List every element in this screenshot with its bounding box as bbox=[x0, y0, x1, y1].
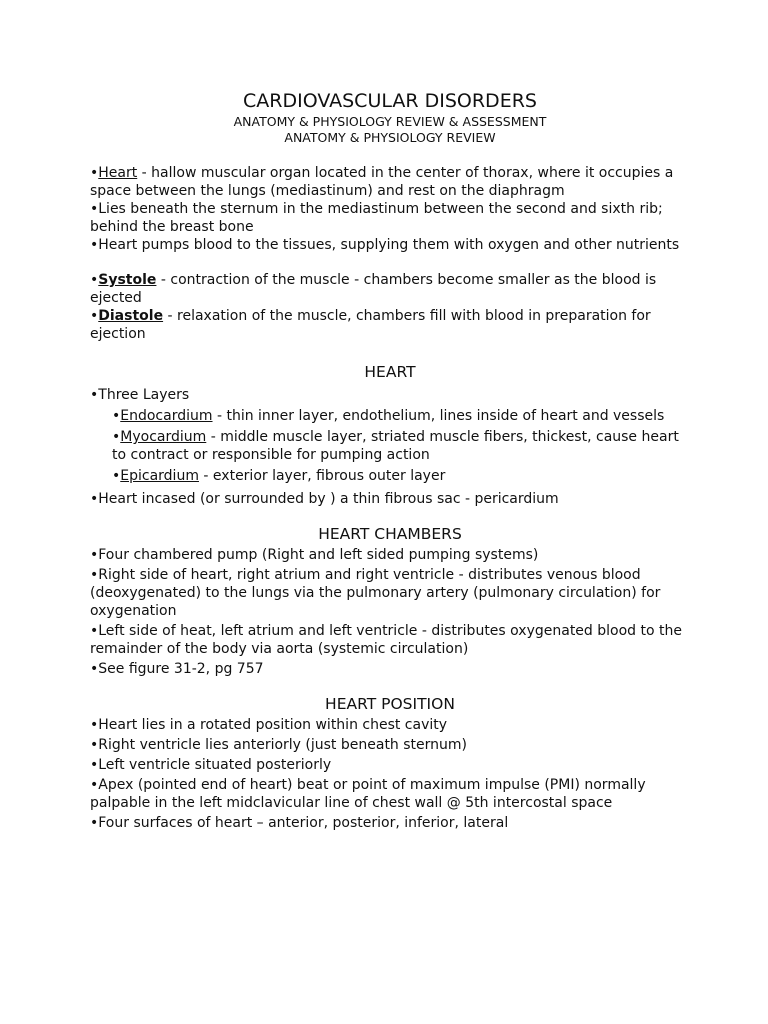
bullet: • bbox=[112, 429, 121, 445]
diastole-term: Diastole bbox=[98, 308, 164, 324]
bullet: • bbox=[112, 408, 121, 424]
bullet: • bbox=[112, 468, 121, 484]
chambers-section-heading: HEART CHAMBERS bbox=[318, 525, 462, 543]
diastole-text: - relaxation of the muscle, chambers fill with blood in preparation for ejection bbox=[90, 308, 651, 342]
systole-term: Systole bbox=[98, 272, 157, 288]
heart-section-heading: HEART bbox=[364, 363, 416, 381]
three-layers-label: Three Layers bbox=[98, 387, 190, 403]
bullet: • bbox=[90, 308, 99, 324]
epicardium-term: Epicardium bbox=[120, 468, 199, 484]
document-page bbox=[90, 88, 690, 832]
systole-text: - contraction of the muscle - chambers become smaller as the blood is ejected bbox=[90, 272, 657, 306]
heart-term: Heart bbox=[98, 165, 138, 181]
list-item: •Heart lies in a rotated position within chest cavity bbox=[90, 717, 448, 733]
heart-definition-text: - hallow muscular organ located in the center of thorax, where it occupies a space between the lungs (mediastinum) and rest on the diaphragm bbox=[90, 165, 674, 199]
position-section-heading: HEART POSITION bbox=[325, 695, 455, 713]
list-item: •Four chambered pump (Right and left sided pumping systems) bbox=[90, 547, 539, 563]
bullet: • bbox=[90, 387, 99, 403]
endocardium-term: Endocardium bbox=[120, 408, 213, 424]
bullet: • bbox=[90, 165, 99, 181]
systole-definition bbox=[90, 271, 690, 307]
list-item: •Right side of heart, right atrium and right ventricle - distributes venous blood (deoxygenated) to the lungs via the pulmonary artery (pulmonary circulation) for oxygenation bbox=[90, 567, 661, 619]
heart-section-body bbox=[90, 386, 690, 508]
bullet: • bbox=[90, 491, 99, 507]
list-item: •See figure 31-2, pg 757 bbox=[90, 661, 264, 677]
endocardium-item bbox=[90, 407, 690, 425]
three-layers-item bbox=[90, 386, 690, 404]
position-section-body bbox=[90, 716, 690, 832]
list-item: •Right ventricle lies anteriorly (just beneath sternum) bbox=[90, 737, 468, 753]
list-item: •Four surfaces of heart – anterior, posterior, inferior, lateral bbox=[90, 815, 509, 831]
pericardium-item bbox=[90, 490, 690, 508]
myocardium-item bbox=[90, 428, 690, 464]
myocardium-text: - middle muscle layer, striated muscle fibers, thickest, cause heart to contract or responsible for pumping action bbox=[112, 429, 679, 463]
document-subtitle-secondary: ANATOMY & PHYSIOLOGY REVIEW bbox=[284, 130, 496, 145]
document-subtitle-primary: ANATOMY & PHYSIOLOGY REVIEW & ASSESSMENT bbox=[233, 114, 547, 129]
document-title: CARDIOVASCULAR DISORDERS bbox=[243, 90, 537, 112]
heart-definition bbox=[90, 164, 690, 200]
intro-block bbox=[90, 164, 690, 254]
chambers-section-body bbox=[90, 546, 690, 678]
list-item: •Apex (pointed end of heart) beat or point of maximum impulse (PMI) normally palpable in the left midclavicular line of chest wall @ 5th intercostal space bbox=[90, 777, 646, 811]
epicardium-item bbox=[90, 467, 690, 485]
heart-location: •Lies beneath the sternum in the mediastinum between the second and sixth rib; behind the breast bone bbox=[90, 201, 663, 235]
epicardium-text: - exterior layer, fibrous outer layer bbox=[198, 468, 446, 484]
diastole-definition bbox=[90, 307, 690, 343]
cardiac-cycle-block bbox=[90, 271, 690, 343]
myocardium-term: Myocardium bbox=[120, 429, 207, 445]
pericardium-text: Heart incased (or surrounded by ) a thin fibrous sac - pericardium bbox=[98, 491, 559, 507]
heart-function: •Heart pumps blood to the tissues, supplying them with oxygen and other nutrients bbox=[90, 237, 680, 253]
endocardium-text: - thin inner layer, endothelium, lines inside of heart and vessels bbox=[212, 408, 665, 424]
list-item: •Left side of heat, left atrium and left ventricle - distributes oxygenated blood to the remainder of the body via aorta (systemic circulation) bbox=[90, 623, 682, 657]
bullet: • bbox=[90, 272, 99, 288]
list-item: •Left ventricle situated posteriorly bbox=[90, 757, 332, 773]
